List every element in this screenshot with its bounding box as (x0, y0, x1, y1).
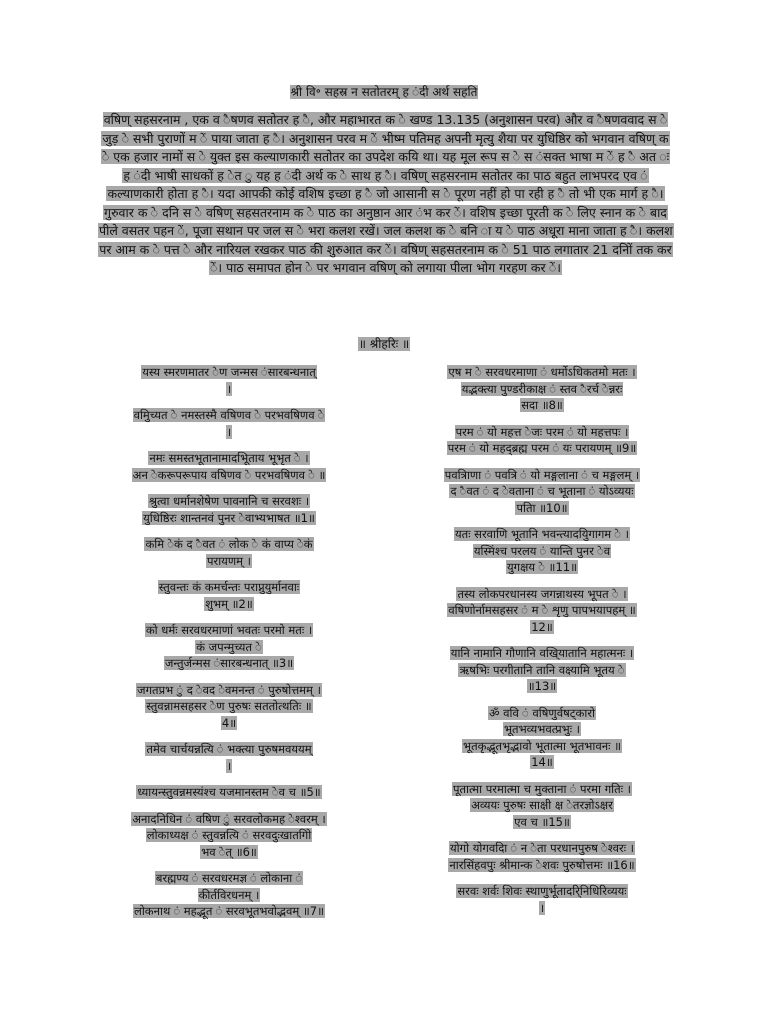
verse-line-text: लोकाध्यक्ष ं स्तुवन्नत्यि ं सरवदुःखातगिो (146, 828, 312, 842)
verse-line-text: जगतप्रभ ुं द ेवद ेवमनन्त ं पुरुषोत्तमम् । (137, 682, 321, 697)
verse-line (403, 586, 681, 603)
verse-line (90, 450, 368, 467)
verse-line-text: पूतात्मा परमात्मा च मुक्ताना ं परमा गतिः । (452, 781, 632, 796)
verse-line-text: बरह्मण्य ं सरवधरमज्ञ ं लोकाना ं (155, 871, 303, 885)
verse-block (403, 424, 681, 457)
verse-block (403, 526, 681, 576)
verses-left-column (90, 364, 368, 930)
verse-line (403, 678, 681, 695)
verse-line-text: सरवः शर्वः शिवः स्थाणुर्भूतादरि्निधिरिव्ययः (457, 884, 627, 898)
verse-line (403, 602, 681, 619)
verse-line (90, 784, 368, 801)
verse-line (403, 543, 681, 560)
verse-line-text: कीर्तविरधनम् । (198, 887, 260, 902)
verse-block (90, 579, 368, 612)
verse-line-text: स्तुवन्तः कं कमर्चन्तः पराप्नुयुर्मानवाः (158, 580, 300, 594)
verse-line-text: युधिष्ठिरः शान्तनवं पुनर ेवाभ्यभाषत ॥1॥ (143, 510, 315, 525)
verse-line (403, 424, 681, 441)
verse-line-text: भूतभव्यभवत्प्रभुः । (503, 722, 581, 736)
verse-block (90, 682, 368, 732)
verse-line-text: 14॥ (531, 755, 553, 769)
verse-line (90, 682, 368, 699)
verse-line (403, 619, 681, 636)
verse-block (403, 883, 681, 916)
verse-line (403, 662, 681, 679)
verse-line (403, 559, 681, 576)
verse-line-text: अन ेकरूपरूपाय वषिणव े परभवषिणव े ॥ (132, 467, 326, 482)
verses-right-column (403, 364, 681, 926)
verse-line (403, 364, 681, 381)
verse-line-text: एष म े सरवधरमाणा ं धर्मोऽधिकतमो मतः । (448, 365, 636, 379)
verse-line (90, 827, 368, 844)
verse-line (403, 381, 681, 398)
verse-line (403, 900, 681, 917)
verse-line-text: भूतकृद्भूतभृद्भावो भूतात्मा भूतभावनः ॥ (463, 738, 621, 753)
intro-paragraph (98, 111, 673, 278)
verse-line-text: पवत्रािणा ं पवत्रि ं यो मङ्गलाना ं च मङ्गलम् । (444, 467, 640, 482)
verse-line-text: अव्ययः पुरुषः साक्षी क्ष ेतरज्ञोऽक्षर (471, 798, 613, 812)
verse-line (90, 579, 368, 596)
verse-line (90, 741, 368, 758)
document-title (0, 84, 768, 100)
invocation-heading (0, 336, 768, 352)
verse-line-text: । (539, 900, 545, 915)
verse-line-text: ध्यायन्स्तुवन्नमस्यंश्च यजमानस्तम ेव च ॥5॥ (137, 785, 321, 799)
verse-line-text: पतिा ॥10॥ (516, 500, 568, 515)
verse-line (403, 526, 681, 543)
verse-block (90, 407, 368, 440)
verse-line (403, 397, 681, 414)
verse-line-text: नारसिंहवपुः श्रीमान्क ेशवः पुरुषोत्तमः ॥16॥ (449, 857, 635, 872)
verse-line-text: सदा ॥8॥ (521, 398, 563, 412)
verse-line (403, 738, 681, 755)
verse-block (90, 622, 368, 672)
verse-block (403, 364, 681, 414)
verse-line-text: योगो योगवदिा ं न ेता परधानपुरुष ेश्वरः । (449, 841, 635, 855)
verse-block (90, 870, 368, 920)
verse-line-text: 4॥ (221, 715, 237, 730)
verse-line (403, 814, 681, 831)
verse-line (90, 844, 368, 861)
verse-line (403, 840, 681, 857)
verse-line-text: ऋषभिः परगीतानि तानि वक्ष्यामि भूतय े (459, 662, 625, 677)
verse-line-text: ॐ ववि ं वषिणुर्वषट्कारो (488, 705, 596, 720)
verse-line (90, 424, 368, 441)
verse-line (90, 887, 368, 904)
verse-line (90, 596, 368, 613)
verse-line-text: । (226, 424, 232, 439)
verse-block (403, 705, 681, 771)
verse-line-text: युगक्षय े ॥11॥ (507, 560, 577, 574)
verse-block (90, 450, 368, 483)
verse-line (90, 758, 368, 775)
verse-line (90, 467, 368, 484)
verse-line (90, 622, 368, 639)
verse-line-text: अनादनिधिन ं वषिण ुं सरवलोकमह ेश्वरम् । (132, 811, 326, 826)
verse-line (90, 536, 368, 553)
intro-paragraph-text: वषिण् सहसरनाम , एक व ैषणव सतोतर ह ै, और महाभारत क े खण्ड 13.135 (अनुशासन परव) और व ैषणववाद स े जुड़ े सभी पुराणों म ें पाया जाता ह ै। अनुशासन परव म ें भीष्म पतिमह अपनी मृत्यु शैया पर युधिष्ठिर को भगवान वषिण् क े एक हजार नामों स े युक्त इस कल्याणकारी सतोतर का उपदेश कयि था। यह मूल रूप स े स ंसक्त भाषा म ें ह ै अत ः ह ंदी भाषी साधकों ह ेत ु यह ह ंदी अर्थ क े साथ ह ै। वषिण् सहसरनाम सतोतर का पाठ बहुत लाभपरद एव ं कल्याणकारी होता ह ै। यदा आपकी कोई वशिष इच्छा ह ै जो आसानी स े पूरण नहीं हो पा रही ह ै तो भी एक मार्ग ह ै। गुरुवार क े दनि स े वषिण् सहसतरनाम क े पाठ का अनुष्ठान आर ंभ कर ें। वशिष इच्छा पूरती क े लिए स्नान क े बाद पीले वसतर पहन ें, पूजा सथान पर जल स े भरा कलश रखें। जल कलश क े बनि ा य े पाठ अधूरा माना जाता ह ै। कलश पर आम क े पत्त े और नारियल रखकर पाठ की शुरुआत कर ें। वषिण् सहसतरनाम क े 51 पाठ लगातार 21 दनिों तक कर ें। पाठ समापत होन े पर भगवान वषिण् को लगाया पीला भोग गरहण कर ें। (99, 112, 673, 275)
verse-line-text: यस्य स्मरणमातर ेण जन्मस ंसारबन्धनात् (142, 365, 316, 379)
verse-line (90, 655, 368, 672)
verse-line (90, 381, 368, 398)
verse-line (90, 364, 368, 381)
verse-line (90, 870, 368, 887)
verse-line-text: वमिुच्यत े नमस्तस्मै वषिणव े परभवषिणव े (133, 408, 325, 422)
verse-block (403, 586, 681, 636)
verse-block (403, 781, 681, 831)
verse-line-text: तमेव चार्चयन्नत्यि ं भक्त्या पुरुषमवययम् (146, 742, 312, 756)
verse-line-text: यानि नामानि गौणानि वखि्यातानि महात्मनः । (450, 646, 634, 660)
verse-line (90, 698, 368, 715)
verse-line-text: परायणम् । (206, 553, 252, 568)
verse-line-text: । (226, 381, 232, 396)
verse-block (403, 467, 681, 517)
verse-block (90, 741, 368, 774)
verse-line-text: ॥13॥ (527, 679, 557, 693)
verse-block (90, 493, 368, 526)
verse-line-text: लोकनाथ ं महद्भूत ं सरवभूतभवोद्भवम् ॥7॥ (134, 904, 324, 918)
verse-line-text: यतः सरवाणि भूतानि भवन्त्यादयिुगागम े । (454, 527, 630, 541)
verse-line (90, 553, 368, 570)
document-title-text: श्री वि॰ सहस्र न सतोतरम् ह ंदी अर्थ सहति (290, 85, 478, 99)
verse-line (403, 721, 681, 738)
verse-block (403, 840, 681, 873)
verse-line (90, 510, 368, 527)
verse-line-text: भव ेत् ॥6॥ (201, 844, 257, 859)
verse-line-text: स्तुवन्नामसहसर ेण पुरुषः सततोत्थतिः ॥ (146, 699, 312, 713)
verse-line (403, 797, 681, 814)
verse-block (90, 364, 368, 397)
verse-line-text: नमः समस्तभूतानामादभिूताय भूभृत े । (149, 451, 309, 465)
verse-line-text: शुभम् ॥2॥ (205, 596, 253, 611)
verse-line-text: परम ं यो महद्ब्रह्म परम ं यः परायणम् ॥9॥ (447, 441, 637, 455)
verse-line (90, 639, 368, 656)
verse-line (90, 407, 368, 424)
verse-line-text: वषिणोर्नामसहसर ं म े शृणु पापभयापहम् ॥ (448, 603, 636, 617)
verse-line-text: कं जपन्मुच्यत े (196, 639, 262, 654)
verse-line-text: परम ं यो महत्त ेजः परम ं यो महत्तपः । (455, 424, 629, 439)
verse-line (403, 781, 681, 798)
verse-line-text: । (226, 758, 232, 773)
verse-line-text: 12॥ (531, 619, 553, 634)
verse-line (90, 903, 368, 920)
verse-block (90, 811, 368, 861)
verse-line (403, 645, 681, 662)
verse-block (90, 784, 368, 801)
verse-line-text: कमि ेकं द ैवत ं लोक े कं वाप्य ेकं (145, 537, 313, 551)
verse-line (403, 483, 681, 500)
verse-block (403, 645, 681, 695)
verse-line (403, 754, 681, 771)
verse-line-text: एव च ॥15॥ (514, 814, 570, 829)
verse-block (90, 536, 368, 569)
verse-line (90, 715, 368, 732)
verse-line (403, 705, 681, 722)
verse-line-text: श्रुत्वा धर्मानशेषेण पावनानि च सरवशः । (148, 494, 310, 508)
verse-line (90, 811, 368, 828)
verse-line (403, 467, 681, 484)
verse-line (90, 493, 368, 510)
verse-line (403, 857, 681, 874)
verse-line (403, 883, 681, 900)
verse-line (403, 500, 681, 517)
verse-line-text: को धर्मः सरवधरमाणां भवतः परमो मतः । (145, 623, 313, 637)
verse-line-text: यद्भक्त्या पुण्डरीकाक्ष ं स्तव ैरर्च ेन्नरः (461, 381, 623, 396)
verse-line-text: तस्य लोकपरधानस्य जगन्नाथस्य भूपत े । (457, 586, 627, 601)
verse-line-text: जन्तुर्जन्मस ंसारबन्धनात् ॥3॥ (164, 656, 294, 670)
invocation-heading-text: ॥ श्रीहरिः ॥ (358, 337, 410, 351)
verse-line-text: यस्मिंश्च परलय ं यान्ति पुनर ेव (473, 543, 611, 558)
verse-line (403, 440, 681, 457)
verse-line-text: द ैवत ं द ेवताना ं च भूताना ं योऽव्ययः (450, 484, 634, 498)
